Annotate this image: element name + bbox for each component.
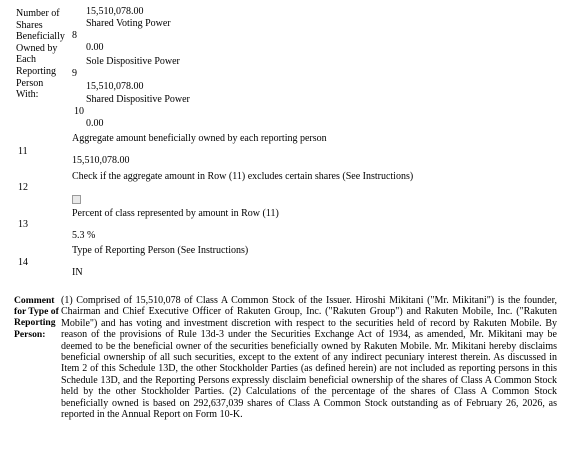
row14-number: 14 (18, 257, 28, 268)
label-line: Number of (16, 8, 60, 19)
comment-text: (1) Comprised of 15,510,078 of Class A Common Stock of the Issuer. Hiroshi Mikitani ("Mr. Mikitani") is the founder, Chairman and Chief Executive Officer of Rakuten Group, Inc. ("Rakuten Group") and Rakuten Mobile, Inc. ("Rakuten Mobile") and has voting and investment discretion with respect to the securities held of record by Rakuten Mobile. By reason of the provisions of Rule 13d-3 under the Securities Exchange Act of 1934, as amended, Mr. Mikitani may be deemed to be the beneficial owner of the securities beneficially owned by Rakuten Mobile. Mr. Mikitani hereby disclaims beneficial ownership of all such securities, except to the extent of any indirect pecuniary interest therein. As discussed in Item 2 of this Schedule 13D, the other Stockholder Parties (as defined herein) are not included as reporting persons in this Schedule 13D, and the Reporting Persons expressly disclaim beneficial ownership of the shares of Class A Common Stock held by the other Stockholder Parties. (2) Calculations of the percentage of the shares of Class A Common Stock beneficially owned is based on 292,637,039 shares of Class A Common Stock outstanding as of February 26, 2026, as reported in the Annual Report on Form 10-K. (61, 295, 557, 421)
row11-value: 15,510,078.00 (72, 155, 130, 166)
label-line: Each (16, 54, 36, 66)
row12-number: 12 (18, 182, 28, 193)
row12-label: Percent of class represented by amount in Row (11) (72, 208, 279, 219)
row9-value: 15,510,078.00 (86, 81, 144, 92)
row7-value: 15,510,078.00 (86, 6, 144, 17)
row11-number: 11 (18, 146, 28, 157)
row7-label: Shared Voting Power (86, 18, 171, 29)
excludes-shares-checkbox[interactable] (72, 195, 81, 204)
row14-value: IN (72, 267, 83, 278)
row8-value: 0.00 (86, 42, 104, 53)
label-line: Shares (16, 19, 43, 31)
row11-label: Check if the aggregate amount in Row (11) excludes certain shares (See Instructions) (72, 171, 414, 182)
row10-label: Aggregate amount beneficially owned by each reporting person (72, 133, 327, 144)
row9-label: Shared Dispositive Power (86, 94, 190, 105)
row9-number: 9 (72, 68, 77, 79)
label-line: Person (16, 77, 44, 89)
label-line: Beneficially (16, 31, 65, 43)
label-line: Owned by (16, 42, 58, 54)
row10-value: 0.00 (86, 118, 104, 129)
label-line: With: (16, 89, 39, 101)
row13-value: 5.3 % (72, 230, 96, 241)
comment-title: Comment for Type of Reporting Person: (14, 295, 59, 340)
row13-label: Type of Reporting Person (See Instructions) (72, 245, 249, 256)
row8-number: 8 (72, 30, 77, 41)
label-line: Reporting (16, 66, 56, 77)
row10-number: 10 (74, 106, 84, 117)
row13-number: 13 (18, 219, 28, 230)
row8-label: Sole Dispositive Power (86, 56, 180, 67)
